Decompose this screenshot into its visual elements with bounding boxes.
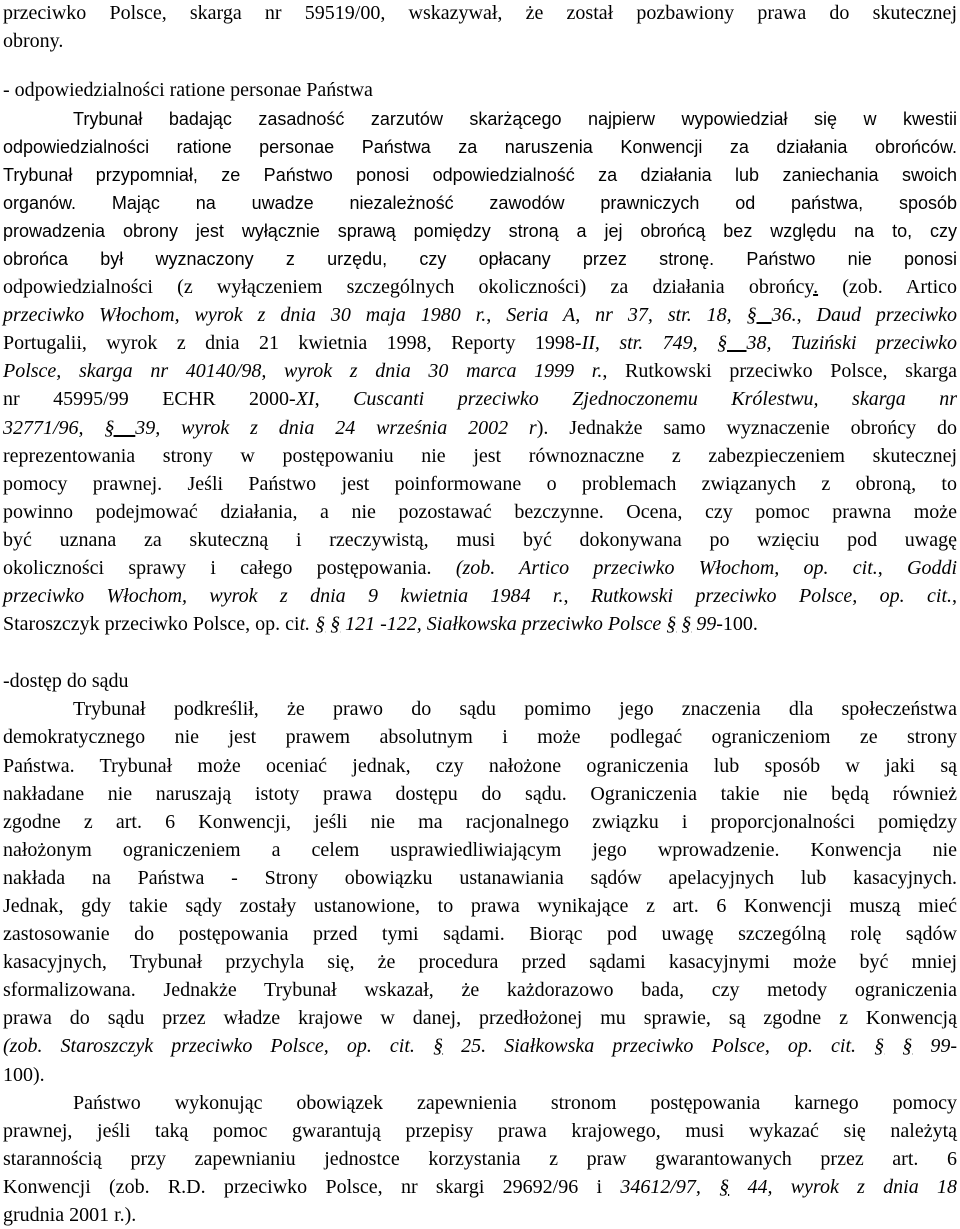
text-span: ). Jednakże samo wyznaczenie obrońcy do [536,416,957,439]
text-span: kasacyjnych, Trybunał przychyla się, że procedura przed sądami kasacyjnymi może być mniej [3,951,957,974]
text-span: nr 45995/99 ECHR 2000- [3,388,296,411]
text-span: 32771/96, [3,416,105,439]
text-line [3,977,957,1004]
text-span: nakładane nie naruszają istoty prawa dostępu do sądu. Ograniczenia takie nie będą również [3,782,957,805]
text-span: § [746,304,772,327]
text-span: być uznana za skuteczną i rzeczywistą, musi być dokonywana po wzięciu pod uwagę [3,528,957,551]
text-span: , Rutkowski przeciwko Polsce, skarga [602,360,957,383]
text-span: § [681,613,692,636]
text-line [3,583,957,610]
text-line [3,865,957,892]
text-span: Jednak, gdy takie sądy zostały ustanowione, to prawa wynikające z art. 6 Konwencji muszą mieć [3,895,957,918]
text-line [3,218,957,245]
text-line [3,386,957,413]
text-span: (zob. Artico [818,276,957,299]
text-line [73,1090,957,1117]
text-span: Daud przeciwko [816,304,958,327]
text-line [3,1174,957,1201]
text-span: powinno podejmować działania, a nie pozostawać bezczynne. Ocena, czy pomoc prawna może [3,500,957,523]
text-line [3,921,957,948]
text-span: Polsce, skarga nr 40140/98, wyrok z dnia 30 marca 1999 r. [3,360,603,383]
text-line [3,611,957,638]
text-line [3,555,957,582]
text-line [3,302,957,329]
text-span: 38, Tuziński przeciwko [746,332,958,355]
text-span: odpowiedzialności (z wyłączeniem szczególnych okoliczności) za działania obrońcy [3,276,814,299]
text-span: nałożonym ograniczeniem a celem usprawiedliwiającym jego wprowadzenie. Konwencja nie [3,838,957,861]
text-line [3,499,957,526]
text-span: § [902,1035,913,1058]
text-line [3,809,957,836]
text-span: Trybunał podkreślił, że prawo do sądu pomimo jego znaczenia dla społeczeństwa [73,698,957,721]
text-span: 99- [912,1035,957,1058]
text-span: Rutkowski przeciwko Polsce, op. cit. [590,585,953,608]
text-span: 44, wyrok z dnia 18 [729,1175,958,1198]
text-span: (zob. Artico przeciwko Włochom, op. cit. [455,556,878,579]
text-span [643,332,662,354]
text-span: odpowiedzialności ratione personae Państwa za naruszenia Konwencji za działania obrońców. [3,136,957,157]
text-span: reprezentowania strony w postępowaniu nie jest równoznaczne z zabezpieczeniem skutecznej [3,444,957,467]
text-span: § [104,416,136,439]
text-span: , [796,304,817,327]
text-span: 749, [662,332,718,355]
text-span: § [719,1175,730,1198]
text-line [3,753,957,780]
text-span: -dostęp do sądu [3,670,129,693]
text-span: sformalizowana. Jednakże Trybunał wskazał, że każdorazowo bada, czy metody ograniczenia [3,979,957,1002]
section-heading [3,77,957,104]
text-span: przeciwko Włochom, wyrok z dnia 30 maja 1980 r. [3,304,487,327]
text-span: XI [295,388,315,411]
text-line [3,893,957,920]
text-span: prawnej, jeśli taką pomoc gwarantują przepisy prawa krajowego, musi wykazać się należytą [3,1119,957,1142]
text-span: Portugalii, wyrok z dnia 21 kwietnia 1998, Reporty 1998- [3,332,582,355]
text-span: Trybunał badając zasadność zarzutów skarżącego najpierw wypowiedział się w kwestii [73,108,957,129]
text-line [3,1033,957,1060]
text-line [3,1118,957,1145]
text-span: 39, wyrok z dnia 24 września 2002 r [135,416,537,439]
text-line [73,696,957,723]
text-line [3,837,957,864]
text-span: Państwo nie ponosi [746,249,957,270]
text-span: organów. [3,192,112,213]
text-span: Państwo wykonując obowiązek zapewnienia stronom postępowania karnego pomocy [73,1091,957,1114]
text-span: 36. [771,304,797,327]
text-span: obrońca był wyznaczony z urzędu, czy opłacany przez stronę. [3,249,747,270]
text-span: demokratycznego nie jest prawem absolutnym i może podlegać ograniczeniom ze strony [3,726,957,749]
text-span: § [717,332,747,355]
text-span: zgodne z art. 6 Konwencji, jeśli nie ma racjonalnego związku i proporcjonalności pomiędzy [3,810,957,833]
text-span: § [433,1035,444,1058]
text-span: § [874,1035,885,1058]
text-span: przeciwko Polsce, skarga nr 59519/00, wskazywał, że został pozbawiony prawa do skutecznej [3,2,957,24]
text-span: (zob. Staroszczyk przeciwko Polsce, op. cit. [3,1035,434,1058]
text-span: grudnia 2001 r.). [3,1204,137,1226]
text-span: Seria A, nr 37, str. 18, [506,304,747,327]
text-span: t. [299,613,311,636]
text-span: prawa do sądu przez władze krajowe w danej, przedłożonej mu sprawie, są zgodne z Konwencją [3,1007,957,1030]
text-line [3,330,957,357]
text-span: § [315,613,326,636]
text-line [3,527,957,554]
text-line [3,162,957,189]
text-span: -100. [716,613,758,636]
text-span: 100). [3,1063,45,1086]
text-line [3,1146,957,1173]
text-line [3,246,957,273]
text-span: § [666,613,677,636]
text-line [3,781,957,808]
text-line [3,1005,957,1032]
text-span: prowadzenia obrony jest wyłącznie sprawą pomiędzy stroną a jej obrońcą bez względu na to, czy [3,220,957,241]
text-span: okoliczności sprawy i całego postępowania. [3,556,456,579]
text-span: obrony. [3,30,64,53]
text-line [3,274,957,301]
text-span: § [330,613,341,636]
text-span: . [813,276,819,299]
text-line [3,358,957,385]
text-span: II, str. [581,332,644,355]
text-line [3,1062,957,1089]
text-span: Goddi [907,556,957,579]
text-span: 99 [691,613,717,636]
text-span: , [952,585,958,608]
text-span: Trybunał przypomniał, ze Państwo ponosi odpowiedzialność za działania lub zaniechania swoich [3,164,957,185]
text-span: starannością przy zapewnianiu jednostce korzystania z praw gwarantowanych przez art. 6 [3,1147,957,1170]
text-line [3,190,957,217]
text-span: pomocy prawnej. Jeśli Państwo jest poinformowane o problemach związanych z obroną, to [3,472,957,495]
text-span: 121 -122, Siałkowska przeciwko Polsce [340,613,667,636]
text-span: 34612/97, [620,1175,720,1198]
text-line [3,949,957,976]
text-span: zastosowanie do postępowania przed tymi sądami. Biorąc pod uwagę szczególną rolę sądów [3,923,957,946]
text-line [3,443,957,470]
text-line [3,1202,957,1229]
text-span: , [563,585,591,608]
text-span: przeciwko Włochom, wyrok z dnia 9 kwietnia 1984 r. [3,585,564,608]
text-span: , [486,304,507,327]
text-span: , [314,388,354,411]
text-line [3,724,957,751]
text-span: Mając na uwadze niezależność zawodów prawniczych od państwa, sposób [111,192,957,213]
text-span: nakłada na Państwa - Strony obowiązku ustanawiania sądów apelacyjnych lub kasacyjnych. [3,866,957,889]
text-line [3,415,957,442]
text-line [3,134,957,161]
text-span: Staroszczyk przeciwko Polsce, op. ci [3,613,300,636]
text-span: , [877,556,907,579]
section-heading [3,668,957,695]
text-line [3,0,957,27]
text-span: - odpowiedzialności ratione personae Państwa [3,79,373,102]
text-line [3,471,957,498]
text-span: Cuscanti przeciwko Zjednoczonemu Królestwu, skarga nr [353,388,958,411]
text-span: Konwencji (zob. R.D. przeciwko Polsce, nr skargi 29692/96 i [3,1175,621,1198]
text-span [884,1035,902,1057]
text-span: Państwa. Trybunał może oceniać jednak, czy nałożone ograniczenia lub sposób w jaki są [3,754,957,777]
text-span: 25. Siałkowska przeciwko Polsce, op. cit. [443,1035,875,1058]
text-line [73,106,957,133]
text-line [3,28,957,55]
